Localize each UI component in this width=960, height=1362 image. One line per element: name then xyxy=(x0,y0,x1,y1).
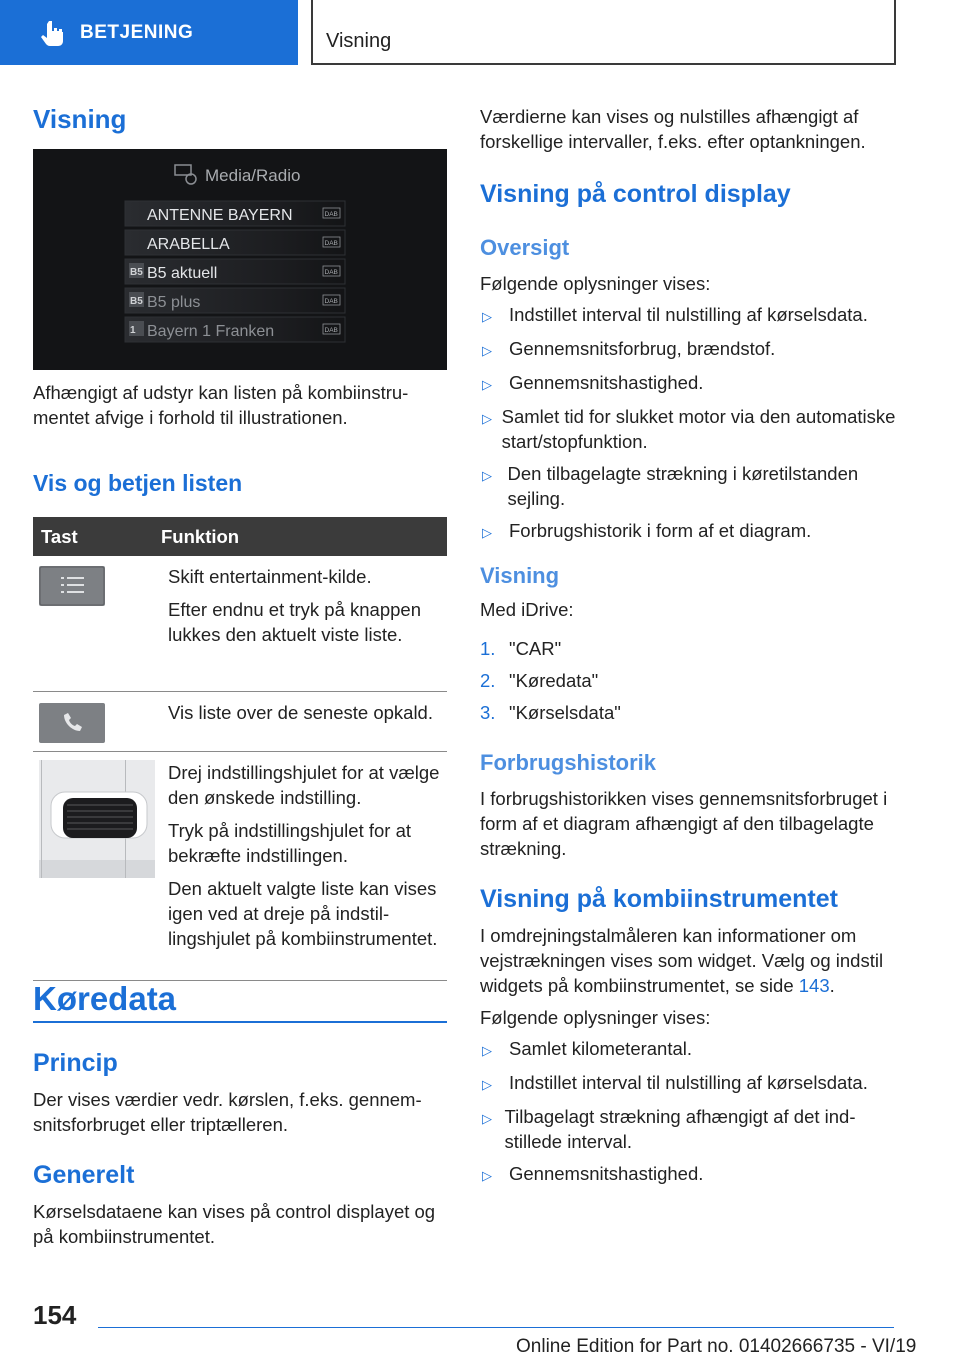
list-item xyxy=(480,1104,898,1154)
triangle-bullet-icon: ▷ xyxy=(482,377,492,392)
list-item xyxy=(480,302,898,329)
heading-visning-kombi: Visning på kombiinstrumentet xyxy=(480,885,838,913)
list-item xyxy=(480,370,898,397)
heading-visning-right: Visning xyxy=(480,563,560,588)
controls-table xyxy=(33,517,447,981)
heading-generelt: Generelt xyxy=(33,1161,135,1189)
kombi-text xyxy=(480,923,898,998)
kombi-text-body: I omdrejningstalmåleren kan informationer om vejstrækningen vises som widget. Vælg og indstil widgets på kombiinstrumentet, se side xyxy=(480,925,884,996)
list-item-text: Den tilbagelagte strækning i køretilstanden sejling. xyxy=(507,463,859,509)
station-row xyxy=(125,201,345,226)
list-item-text: "CAR" xyxy=(509,638,562,659)
footer-rule xyxy=(98,1327,894,1328)
page-number: 154 xyxy=(33,1300,77,1330)
list-item xyxy=(480,636,898,661)
list-item xyxy=(480,336,898,363)
header-underline xyxy=(311,63,896,65)
station-name: Bayern 1 Franken xyxy=(147,323,275,340)
heading-princip: Princip xyxy=(33,1049,118,1077)
list-item xyxy=(480,1036,898,1063)
visning-lead: Med iDrive: xyxy=(480,599,574,620)
step-number: 2. xyxy=(480,670,496,691)
heading-vis-og-betjen: Vis og betjen listen xyxy=(33,470,243,496)
triangle-bullet-icon: ▷ xyxy=(482,309,492,324)
station-name: B5 plus xyxy=(147,294,201,311)
table-cell-text: Den aktuelt valgte liste kan vises igen ved at dreje på indstillingshjulet på kombiinstrumentet. xyxy=(168,878,438,949)
dab-badge-text: DAB xyxy=(324,240,338,247)
princip-text: Der vises værdier vedr. kørslen, f.eks. gennemsnitsforbruget eller triptælleren. xyxy=(33,1089,422,1135)
list-item xyxy=(480,700,898,725)
list-item-text: Tilbagelagt strækning afhængigt af det indstillede interval. xyxy=(504,1106,856,1152)
station-name: B5 aktuell xyxy=(147,265,218,282)
oversigt-lead: Følgende oplysninger vises: xyxy=(480,273,711,294)
station-name: ANTENNE BAYERN xyxy=(147,207,293,224)
heading-rule xyxy=(33,1021,447,1023)
station-row xyxy=(125,317,345,342)
list-item-text: Samlet kilometerantal. xyxy=(509,1038,693,1059)
list-item-text: Gennemsnitshastighed. xyxy=(509,1163,704,1184)
list-item-text: Indstillet interval til nulstilling af kørselsdata. xyxy=(509,1072,868,1093)
list-item-text: Indstillet interval til nulstilling af kørselsdata. xyxy=(509,304,868,325)
col-header-tast: Tast xyxy=(41,525,78,547)
hand-pointer-icon xyxy=(40,19,66,47)
page-header-title: Visning xyxy=(326,30,392,52)
section-label: BETJENING xyxy=(80,21,194,43)
kombi-list xyxy=(480,1036,898,1195)
dab-badge-text: DAB xyxy=(324,211,338,218)
triangle-bullet-icon: ▷ xyxy=(482,525,492,540)
heading-visning-control-display: Visning på control display xyxy=(480,180,791,208)
intro-text: Værdierne kan vises og nulstilles afhængigt af forskellige intervaller, f.eks. efter optankningen. xyxy=(480,106,866,152)
list-button-icon xyxy=(39,564,107,608)
triangle-bullet-icon: ▷ xyxy=(482,468,492,483)
list-item-text: Forbrugshistorik i form af et diagram. xyxy=(509,520,812,541)
list-item xyxy=(480,1161,898,1188)
table-cell-text: Skift entertainment-kilde. xyxy=(168,566,372,587)
table-row xyxy=(33,692,447,752)
header-divider xyxy=(311,0,313,65)
table-cell-text: Drej indstillingshjulet for at vælge den ønskede indstilling. xyxy=(168,762,440,808)
list-item xyxy=(480,461,898,511)
table-cell-text: Efter endnu et tryk på knappen lukkes den aktuelt viste liste. xyxy=(168,599,422,645)
generelt-text: Kørselsdataene kan vises på control displayet og på kombiinstrumentet. xyxy=(33,1201,436,1247)
media-radio-screen-image xyxy=(33,149,447,370)
table-header xyxy=(33,517,447,556)
kombi-lead: Følgende oplysninger vises: xyxy=(480,1007,711,1028)
list-item xyxy=(480,1070,898,1097)
triangle-bullet-icon: ▷ xyxy=(482,1111,492,1126)
list-item-text: Samlet tid for slukket motor via den automatiske start/stopfunktion. xyxy=(501,406,896,452)
screen-title: Media/Radio xyxy=(205,166,301,185)
heading-koredata: Køredata xyxy=(33,980,177,1017)
thumbwheel-icon xyxy=(39,760,155,878)
header-right-border xyxy=(894,0,896,65)
station-row xyxy=(125,288,345,313)
dab-badge-text: DAB xyxy=(324,327,338,334)
oversigt-list xyxy=(480,302,898,552)
station-logo-text: B5 xyxy=(130,267,143,278)
list-item xyxy=(480,668,898,693)
table-cell-text: Tryk på indstillingshjulet for at bekræfte indstillingen. xyxy=(168,820,412,866)
table-row xyxy=(33,556,447,692)
list-item-text: Gennemsnitshastighed. xyxy=(509,372,704,393)
station-row xyxy=(125,230,345,255)
heading-forbrugshistorik: Forbrugshistorik xyxy=(480,750,657,775)
page-reference-link[interactable]: 143 xyxy=(798,975,830,996)
phone-button-icon xyxy=(39,700,107,744)
station-name: ARABELLA xyxy=(147,236,230,253)
screen-caption: Afhængigt af udstyr kan listen på kombiinstrumentet afvige i forhold til illustrationen. xyxy=(33,382,409,428)
triangle-bullet-icon: ▷ xyxy=(482,1168,492,1183)
media-radio-screen-drawing xyxy=(33,149,447,370)
kombi-text-end: . xyxy=(829,975,835,996)
step-number: 1. xyxy=(480,638,496,659)
footer-edition: Online Edition for Part no. 01402666735 - VI/19 xyxy=(516,1336,917,1357)
dab-badge-text: DAB xyxy=(324,269,338,276)
list-item-text: "Kørselsdata" xyxy=(509,702,621,723)
triangle-bullet-icon: ▷ xyxy=(482,343,492,358)
step-number: 3. xyxy=(480,702,496,723)
list-item xyxy=(480,518,898,545)
heading-visning-left: Visning xyxy=(33,104,127,134)
table-row xyxy=(33,752,447,981)
table-cell-text: Vis liste over de seneste opkald. xyxy=(168,702,433,723)
heading-oversigt: Oversigt xyxy=(480,235,570,260)
station-logo-text: 1 xyxy=(130,325,136,336)
col-header-funktion: Funktion xyxy=(161,525,240,547)
radio-icon xyxy=(175,165,196,184)
steps-list xyxy=(480,636,898,732)
triangle-bullet-icon: ▷ xyxy=(482,411,492,426)
station-row xyxy=(125,259,345,284)
forbrug-text: I forbrugshistorikken vises gennemsnitsforbruget i form af et diagram afhængigt af den tilbagelagte strækning. xyxy=(480,788,888,859)
triangle-bullet-icon: ▷ xyxy=(482,1077,492,1092)
triangle-bullet-icon: ▷ xyxy=(482,1043,492,1058)
list-item-text: "Køredata" xyxy=(509,670,599,691)
list-item xyxy=(480,404,898,454)
list-item-text: Gennemsnitsforbrug, brændstof. xyxy=(509,338,776,359)
dab-badge-text: DAB xyxy=(324,298,338,305)
section-tab[interactable] xyxy=(0,0,298,65)
station-logo-text: B5 xyxy=(130,296,143,307)
